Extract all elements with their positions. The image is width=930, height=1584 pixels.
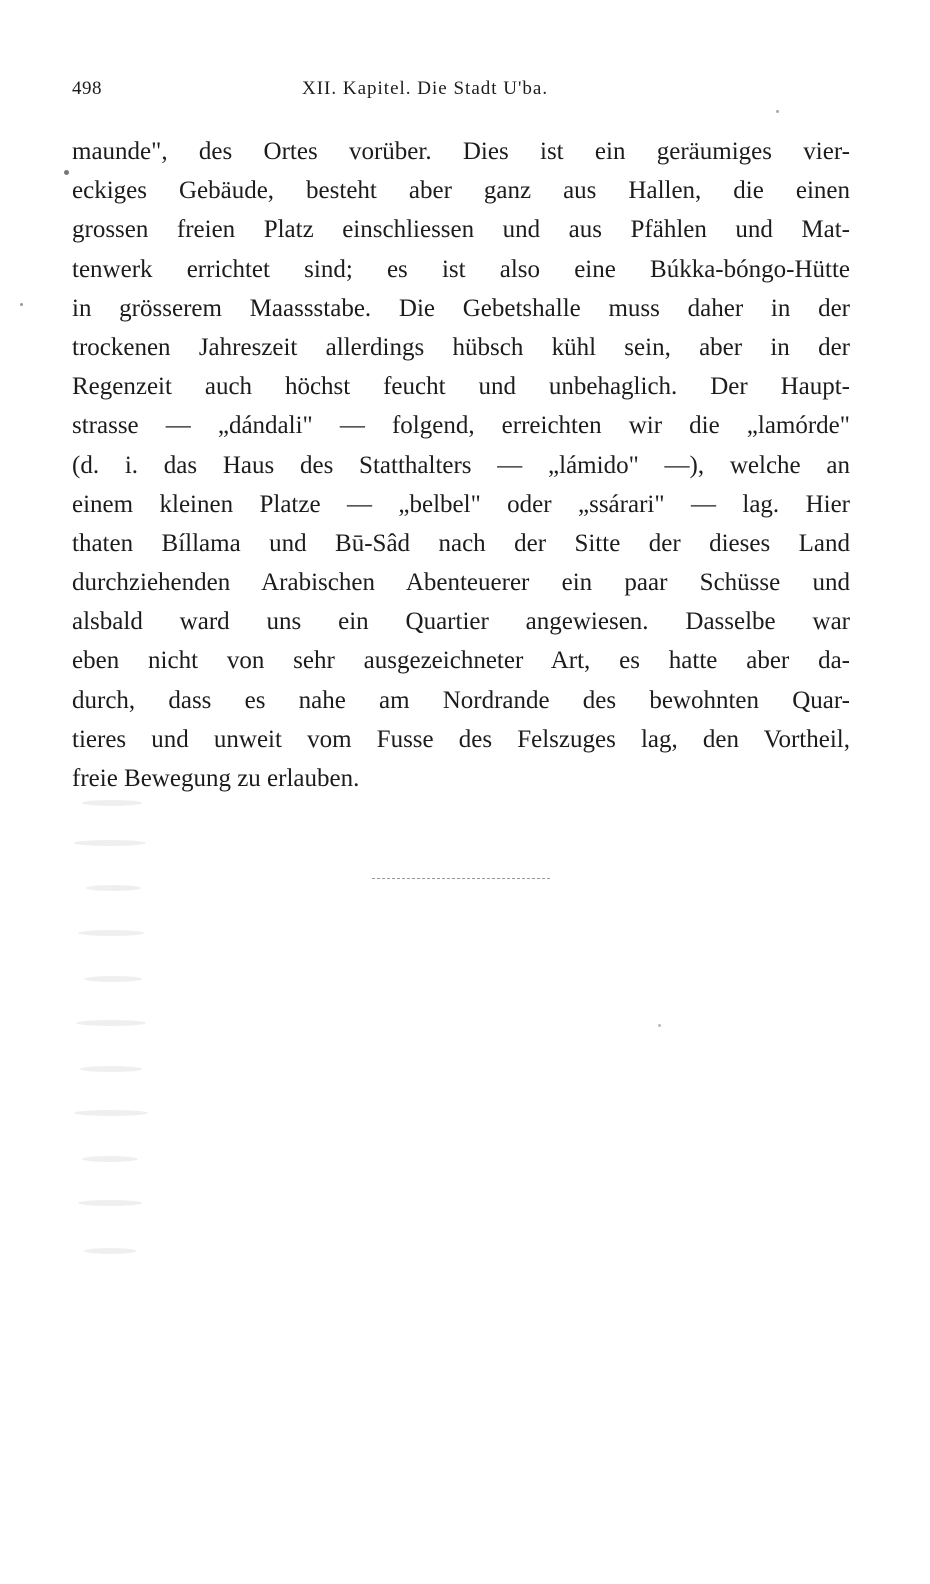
text-line: einem kleinen Platze — „belbel" oder „ssárari" — lag. Hier	[72, 490, 850, 518]
text-line: grossen freien Platz einschliessen und aus Pfählen und Mat-	[72, 216, 850, 244]
page-number: 498	[72, 78, 102, 99]
text-line: in grösserem Maassstabe. Die Gebetshalle muss daher in der	[72, 294, 850, 322]
text-line: freie Bewegung zu erlauben.	[72, 765, 360, 792]
text-line: trockenen Jahreszeit allerdings hübsch kühl sein, aber in der	[72, 333, 850, 361]
text-line: Regenzeit auch höchst feucht und unbehaglich. Der Haupt-	[72, 373, 850, 401]
chapter-title: XII. Kapitel. Die Stadt U'ba.	[302, 78, 549, 99]
running-head	[72, 78, 850, 108]
text-line: durchziehenden Arabischen Abenteuerer ein paar Schüsse und	[72, 569, 850, 597]
text-line: strasse — „dándali" — folgend, erreichten wir die „lamórde"	[72, 412, 850, 440]
text-line: alsbald ward uns ein Quartier angewiesen. Dasselbe war	[72, 608, 850, 636]
text-line: tenwerk errichtet sind; es ist also eine Búkka-bóngo-Hütte	[72, 255, 850, 283]
body-text	[72, 132, 850, 798]
text-line: eckiges Gebäude, besteht aber ganz aus Hallen, die einen	[72, 177, 850, 205]
text-line: eben nicht von sehr ausgezeichneter Art, es hatte aber da-	[72, 647, 850, 675]
paper-speck	[20, 303, 23, 306]
text-line: tieres und unweit vom Fusse des Felszuges lag, den Vortheil,	[72, 725, 850, 753]
paper-speck	[64, 170, 69, 175]
section-end-rule	[372, 878, 550, 879]
text-line: durch, dass es nahe am Nordrande des bewohnten Quar-	[72, 686, 850, 714]
paper-speck	[776, 110, 779, 113]
bleed-through-marks	[64, 780, 194, 1300]
paper-speck	[658, 1024, 661, 1027]
text-line: maunde", des Ortes vorüber. Dies ist ein geräumiges vier-	[72, 138, 850, 165]
text-line: (d. i. das Haus des Statthalters — „lámido" —), welche an	[72, 451, 850, 479]
text-line: thaten Bíllama und Bū-Sâd nach der Sitte der dieses Land	[72, 529, 850, 557]
